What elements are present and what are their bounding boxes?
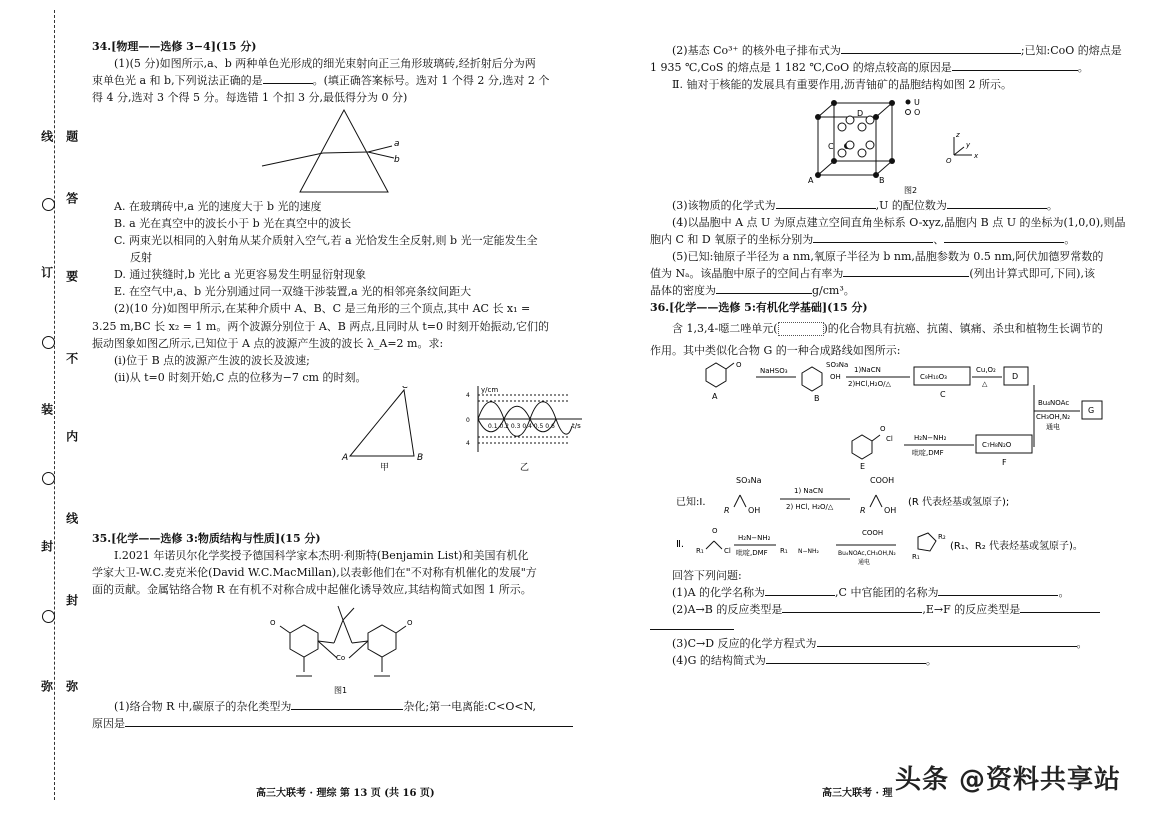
svg-text:D: D	[1012, 371, 1019, 381]
svg-text:C: C	[940, 389, 946, 399]
svg-text:O: O	[880, 424, 886, 433]
q35-title: 35.[化学——选修 3:物质结构与性质](15 分)	[92, 531, 321, 545]
synthesis-route	[650, 359, 1145, 471]
svg-text:C₇H₈N₂O: C₇H₈N₂O	[982, 440, 1012, 449]
svg-text:吡啶,DMF: 吡啶,DMF	[912, 448, 944, 457]
svg-text:R₁: R₁	[780, 546, 788, 555]
q34-2-line3: 振动图象如图乙所示,已知位于 A 点的波源产生波的波长 λ_A=2 m。求:	[92, 336, 444, 350]
svg-text:C: C	[828, 142, 834, 152]
svg-text:a: a	[394, 139, 400, 150]
margin-char: 要	[64, 270, 79, 282]
q34-2-part-i: (ⅰ)位于 B 点的波源产生波的波长及波速;	[114, 353, 310, 367]
q35-2-line2: 1 935 ℃,CoS 的熔点是 1 182 ℃,CoO 的熔点较高的原因是 。	[650, 61, 1089, 75]
right-column	[650, 42, 1145, 669]
answer-blank[interactable]	[765, 584, 835, 596]
svg-text:R₂: R₂	[938, 532, 946, 541]
answer-blank[interactable]	[841, 42, 1021, 54]
q36-title: 36.[化学——选修 5:有机化学基础](15 分)	[650, 301, 868, 315]
page-footer-right: 高三大联考 · 理	[822, 788, 893, 799]
q35-5-line1: (5)已知:铀原子半径为 a nm,氧原子半径为 b nm,晶胞参数为 0.5 nm,阿伏加德罗常数的	[672, 250, 1104, 264]
q34-title: 34.[物理——选修 3−4](15 分)	[92, 40, 257, 53]
svg-text:B: B	[417, 452, 424, 463]
svg-text:CH₃OH,N₂: CH₃OH,N₂	[1036, 412, 1070, 421]
margin-char: 弥	[64, 680, 79, 692]
svg-text:D: D	[857, 109, 864, 119]
svg-text:b: b	[394, 155, 400, 166]
svg-text:4: 4	[466, 439, 470, 447]
svg-text:O: O	[407, 618, 413, 627]
answer-prompt: 回答下列问题:	[672, 568, 742, 582]
answer-blank[interactable]	[263, 72, 313, 84]
margin-char: 订	[39, 266, 54, 278]
svg-text:SO₃Na: SO₃Na	[736, 475, 762, 485]
svg-text:0: 0	[466, 416, 470, 424]
margin-char: 题	[64, 130, 79, 142]
prism-figure	[92, 106, 594, 198]
svg-text:C: C	[402, 385, 409, 391]
svg-text:R₁: R₁	[912, 552, 920, 561]
answer-blank[interactable]	[291, 698, 403, 710]
cobalt-complex-figure	[92, 598, 594, 698]
svg-text:Co: Co	[336, 653, 346, 662]
svg-text:Ⅱ.: Ⅱ.	[676, 538, 685, 550]
svg-text:Cu,O₂: Cu,O₂	[976, 365, 996, 374]
svg-text:A: A	[342, 452, 349, 463]
answer-blank[interactable]	[125, 715, 573, 727]
svg-text:B: B	[879, 176, 885, 186]
svg-text:Cl: Cl	[724, 546, 731, 555]
svg-text:A: A	[808, 176, 814, 186]
q34-1-line1: (1)(5 分)如图所示,a、b 两种单色光形成的细光束射向正三角形玻璃砖,经折射后分为两	[114, 57, 536, 71]
q35-part-ii: Ⅱ. 铀对于核能的发展具有重要作用,沥青铀矿的晶胞结构如图 2 所示。	[672, 78, 1012, 92]
q36-3: (3)C→D 反应的化学方程式为 。	[672, 636, 1088, 650]
q34-2-line1: (2)(10 分)如图甲所示,在某种介质中 A、B、C 是三角形的三个顶点,其中 AC 长 x₁ =	[114, 302, 531, 316]
svg-text:C₉H₁₀O₃: C₉H₁₀O₃	[920, 372, 947, 381]
svg-text:图2: 图2	[904, 186, 918, 196]
answer-blank[interactable]	[782, 601, 922, 613]
q35-1-line1: (1)络合物 R 中,碳原子的杂化类型为 杂化;第一电离能:C<O<N,	[114, 699, 537, 713]
binding-margin	[0, 0, 88, 821]
svg-text:2)HCl,H₂O/△: 2)HCl,H₂O/△	[848, 379, 891, 388]
svg-text:A: A	[712, 391, 718, 401]
svg-text:y: y	[966, 141, 971, 150]
wave-figures	[92, 386, 594, 474]
left-column	[92, 38, 594, 732]
answer-blank[interactable]	[776, 197, 876, 209]
margin-char: 弥	[39, 680, 54, 692]
q34-1-line2: 束单色光 a 和 b,下列说法正确的是 。(填正确答案标号。选对 1 个得 2 分,选对 2 个	[92, 74, 550, 88]
margin-char: 线	[39, 130, 54, 142]
margin-char: 封	[39, 540, 54, 552]
margin-char: 答	[64, 192, 79, 204]
svg-text:x: x	[974, 152, 979, 161]
svg-text:F: F	[1002, 457, 1007, 467]
svg-text:y/cm: y/cm	[481, 385, 499, 394]
q36-2-line2	[650, 618, 1145, 635]
answer-blank[interactable]	[813, 231, 933, 243]
svg-text:t/s: t/s	[572, 421, 581, 430]
svg-text:O: O	[270, 618, 276, 627]
svg-text:0.1 0.2 0.3 0.4 0.5 0.6: 0.1 0.2 0.3 0.4 0.5 0.6	[488, 422, 555, 430]
svg-text:OH: OH	[830, 372, 841, 381]
svg-text:已知:Ⅰ.: 已知:Ⅰ.	[676, 496, 706, 508]
svg-text:2) HCl, H₂O/△: 2) HCl, H₂O/△	[786, 502, 834, 511]
svg-text:B: B	[814, 393, 820, 403]
answer-blank[interactable]	[944, 231, 1064, 243]
svg-text:△: △	[982, 379, 988, 388]
oxadiazole-structure	[778, 322, 824, 336]
svg-text:R: R	[860, 505, 866, 515]
svg-text:O: O	[712, 526, 718, 535]
svg-text:吡啶,DMF: 吡啶,DMF	[736, 548, 768, 557]
option-a: A. 在玻璃砖中,a 光的速度大于 b 光的速度	[114, 200, 322, 214]
svg-text:图1: 图1	[334, 685, 348, 695]
svg-text:Cl: Cl	[886, 434, 893, 443]
svg-text:R₁: R₁	[696, 546, 704, 555]
svg-text:OH: OH	[748, 505, 761, 515]
q34-2-part-ii: (ⅱ)从 t=0 时刻开始,C 点的位移为−7 cm 的时刻。	[114, 370, 367, 384]
answer-blank[interactable]	[650, 618, 734, 630]
svg-text:E: E	[860, 461, 866, 471]
option-b: B. a 光在真空中的波长小于 b 光在真空中的波长	[114, 217, 352, 231]
q35-2-line1: (2)基态 Co³⁺ 的核外电子排布式为 ;已知:CoO 的熔点是	[672, 44, 1122, 57]
answer-blank[interactable]	[843, 265, 969, 277]
q35-4-line1: (4)以晶胞中 A 点 U 为原点建立空间直角坐标系 O-xyz,晶胞内 B 点 U 的坐标为(1,0,0),则晶	[672, 216, 1126, 230]
q35-5-line2: 值为 Nₐ。该晶胞中原子的空间占有率为 (列出计算式即可,下同),该	[650, 267, 1095, 281]
svg-text:1)NaCN: 1)NaCN	[854, 365, 881, 374]
svg-text:H₂N−NH₂: H₂N−NH₂	[914, 433, 947, 442]
answer-blank[interactable]	[716, 282, 812, 294]
watermark: 头条 @资料共享站	[895, 765, 1122, 795]
known-reaction-2	[650, 523, 1145, 567]
margin-char: 不	[64, 352, 79, 364]
svg-text:通电: 通电	[1046, 422, 1060, 431]
option-c-cont: 反射	[130, 251, 152, 265]
margin-circle	[42, 198, 55, 211]
answer-blank[interactable]	[952, 59, 1078, 71]
answer-blank[interactable]	[947, 197, 1047, 209]
margin-circle	[42, 336, 55, 349]
svg-text:G: G	[1088, 405, 1095, 415]
margin-char: 封	[64, 594, 79, 606]
svg-text:Bu₄NOAc,CH₃OH,N₂: Bu₄NOAc,CH₃OH,N₂	[838, 549, 896, 557]
svg-text:O: O	[946, 157, 952, 166]
crystal-cell-figure	[650, 93, 1145, 197]
q35-1-line2: 原因是	[92, 715, 594, 732]
q35-3: (3)该物质的化学式为 ,U 的配位数为 。	[672, 199, 1058, 213]
q34-2-line2: 3.25 m,BC 长 x₂ = 1 m。两个波源分别位于 A、B 两点,且同时从 t=0 时刻开始振动,它们的	[92, 319, 550, 333]
q36-4: (4)G 的结构简式为 。	[672, 653, 937, 667]
known-reaction-1	[650, 471, 1145, 523]
margin-char: 线	[64, 512, 79, 524]
answer-blank[interactable]	[817, 635, 1077, 647]
answer-blank[interactable]	[766, 652, 926, 664]
svg-text:通电: 通电	[858, 558, 871, 566]
svg-text:R: R	[724, 505, 730, 515]
q36-2-line1: (2)A→B 的反应类型是 ,E→F 的反应类型是	[650, 601, 1145, 618]
svg-text:COOH: COOH	[862, 528, 884, 537]
svg-text:1) NaCN: 1) NaCN	[794, 486, 824, 495]
svg-text:COOH: COOH	[870, 475, 895, 485]
q35-4-line2: 胞内 C 和 D 氧原子的坐标分别为 、 。	[650, 233, 1076, 247]
svg-text:OH: OH	[884, 505, 897, 515]
svg-text:NaHSO₃: NaHSO₃	[760, 366, 788, 375]
q35-5-line3: 晶体的密度为 g/cm³。	[650, 284, 855, 298]
svg-text:SO₃Na: SO₃Na	[826, 360, 849, 369]
q35-intro-3: 面的贡献。金属钴络合物 R 在有机不对称合成中起催化诱导效应,其结构简式如图 1 所示。	[92, 582, 532, 596]
option-c: C. 两束光以相同的入射角从某介质射入空气,若 a 光恰发生全反射,则 b 光一定能发生全	[114, 234, 538, 248]
margin-circle	[42, 472, 55, 485]
answer-blank[interactable]	[1020, 601, 1100, 613]
q36-intro-1: 含 1,3,4-噁二唑单元( )的化合物具有抗癌、抗菌、镇痛、杀虫和植物生长调节的	[672, 322, 1103, 336]
svg-text:N−NH₂: N−NH₂	[798, 547, 819, 555]
svg-text:乙: 乙	[520, 462, 530, 473]
svg-text:4: 4	[466, 391, 470, 399]
svg-text:O: O	[914, 108, 921, 118]
svg-text:Bu₄NOAc: Bu₄NOAc	[1038, 398, 1070, 407]
svg-text:(R 代表烃基或氢原子);: (R 代表烃基或氢原子);	[908, 496, 1010, 508]
q35-intro-2: 学家大卫-W.C.麦克米伦(David W.C.MacMillan),以表彰他们在"不对称有机催化的发展"方	[92, 565, 537, 579]
q36-1: (1)A 的化学名称为 ,C 中官能团的名称为 。	[672, 585, 1070, 599]
margin-circle	[42, 610, 55, 623]
margin-char: 装	[39, 403, 54, 415]
svg-text:z: z	[956, 131, 960, 140]
svg-text:甲: 甲	[380, 462, 390, 473]
q35-intro-1: Ⅰ.2021 年诺贝尔化学奖授予德国科学家本杰明·利斯特(Benjamin List)和美国有机化	[114, 548, 529, 562]
svg-text:(R₁、R₂ 代表烃基或氢原子)。: (R₁、R₂ 代表烃基或氢原子)。	[950, 540, 1083, 552]
svg-text:O: O	[736, 360, 742, 369]
svg-text:H₂N−NH₂: H₂N−NH₂	[738, 533, 771, 542]
margin-char: 内	[64, 430, 79, 442]
option-e: E. 在空气中,a、b 光分别通过同一双缝干涉装置,a 光的相邻亮条纹间距大	[114, 285, 472, 299]
option-d: D. 通过狭缝时,b 光比 a 光更容易发生明显衍射现象	[114, 268, 367, 282]
page-footer-left: 高三大联考 · 理综 第 13 页 (共 16 页)	[256, 788, 435, 799]
q34-1-line3: 得 4 分,选对 3 个得 5 分。每选错 1 个扣 3 分,最低得分为 0 分)	[92, 91, 408, 105]
answer-blank[interactable]	[938, 584, 1058, 596]
q36-intro-2: 作用。其中类似化合物 G 的一种合成路线如图所示:	[650, 343, 901, 357]
svg-text:U: U	[914, 98, 920, 108]
